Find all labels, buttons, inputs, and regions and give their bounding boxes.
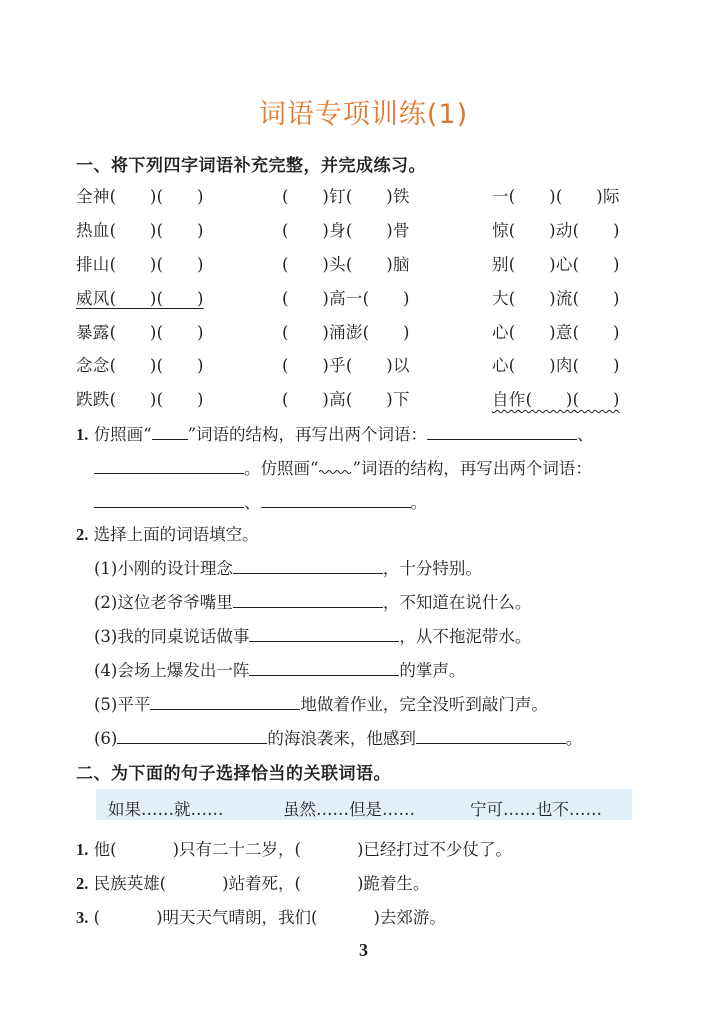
idiom-col3-row1[interactable]: 一( )( )际 <box>492 187 620 206</box>
idiom-col1-row4-underlined[interactable]: 威风( )( ) <box>76 289 204 308</box>
idiom-col2-row5[interactable]: ( )涌澎( ) <box>282 323 410 342</box>
q2-item-4: (4)会场上爆发出一阵 的掌声。 <box>94 661 466 680</box>
q1-line2: 。仿照画“ ”词语的结构，再写出两个词语： <box>94 455 592 479</box>
word-bank-option-1: 如果……就…… <box>108 800 224 819</box>
straight-underline-sample <box>152 424 188 440</box>
q2-item-1: (1)小刚的设计理念 ，十分特别。 <box>94 559 482 578</box>
idiom-col3-row3[interactable]: 别( )心( ) <box>492 255 620 274</box>
answer-blank[interactable] <box>249 626 399 642</box>
q1-line1: 1. 仿照画“ ”词语的结构，再写出两个词语： 、 <box>76 425 594 444</box>
idiom-col1-row3[interactable]: 排山( )( ) <box>76 255 204 274</box>
idiom-col3-row7-wavy[interactable]: 自作( )( ) <box>492 390 620 409</box>
s2-item-1: 1. 他( )只有二十二岁，( )已经打过不少仗了。 <box>76 840 512 859</box>
answer-blank[interactable] <box>94 458 244 474</box>
idiom-col1-row7[interactable]: 跌跌( )( ) <box>76 390 204 409</box>
idiom-col3-row2[interactable]: 惊( )动( ) <box>492 221 620 240</box>
idiom-col3-row6[interactable]: 心( )肉( ) <box>492 356 620 375</box>
q2-item-6: (6) 的海浪袭来，他感到 。 <box>94 729 583 748</box>
word-bank-option-2: 虽然……但是…… <box>283 800 415 819</box>
answer-blank[interactable] <box>94 492 244 508</box>
q1-line3: 、 。 <box>94 489 427 513</box>
section2-heading: 二、为下面的句子选择恰当的关联词语。 <box>76 764 391 784</box>
idiom-col1-row5[interactable]: 暴露( )( ) <box>76 323 204 342</box>
q1-number: 1. <box>76 425 89 444</box>
idiom-col1-row1[interactable]: 全神( )( ) <box>76 187 204 206</box>
word-bank-option-3: 宁可……也不…… <box>470 800 602 819</box>
q2-intro: 2. 选择上面的词语填空。 <box>76 525 259 544</box>
s2-item-2: 2. 民族英雄( )站着死，( )跪着生。 <box>76 874 430 893</box>
idiom-col1-row2[interactable]: 热血( )( ) <box>76 221 204 240</box>
page-number: 3 <box>359 940 368 960</box>
idiom-col2-row2[interactable]: ( )身( )骨 <box>282 221 410 240</box>
q2-item-2: (2)这位老爷爷嘴里 ，不知道在说什么。 <box>94 593 532 612</box>
wavy-underline-sample <box>318 456 352 471</box>
idiom-col2-row1[interactable]: ( )钉( )铁 <box>282 187 410 206</box>
answer-blank[interactable] <box>249 660 399 676</box>
answer-blank[interactable] <box>150 694 300 710</box>
answer-blank[interactable] <box>117 728 267 744</box>
q2-item-3: (3)我的同桌说话做事 ，从不拖泥带水。 <box>94 627 532 646</box>
s2-item-3: 3. ( )明天天气晴朗，我们( )去郊游。 <box>76 908 446 927</box>
idiom-col1-row6[interactable]: 念念( )( ) <box>76 356 204 375</box>
idiom-col2-row7[interactable]: ( )高( )下 <box>282 390 410 409</box>
section1-heading: 一、将下列四字词语补充完整，并完成练习。 <box>76 156 426 176</box>
q2-number: 2. <box>76 525 89 544</box>
idiom-col2-row4[interactable]: ( )高一( ) <box>282 289 410 308</box>
idiom-col3-row5[interactable]: 心( )意( ) <box>492 323 620 342</box>
answer-blank[interactable] <box>416 728 566 744</box>
answer-blank[interactable] <box>261 492 411 508</box>
answer-blank[interactable] <box>427 424 577 440</box>
idiom-col2-row3[interactable]: ( )头( )脑 <box>282 255 410 274</box>
answer-blank[interactable] <box>233 558 383 574</box>
answer-blank[interactable] <box>233 592 383 608</box>
q2-item-5: (5)平平 地做着作业，完全没听到敲门声。 <box>94 695 548 714</box>
page-title: 词语专项训练(1) <box>258 99 469 130</box>
idiom-col2-row6[interactable]: ( )乎( )以 <box>282 356 410 375</box>
idiom-col3-row4[interactable]: 大( )流( ) <box>492 289 620 308</box>
